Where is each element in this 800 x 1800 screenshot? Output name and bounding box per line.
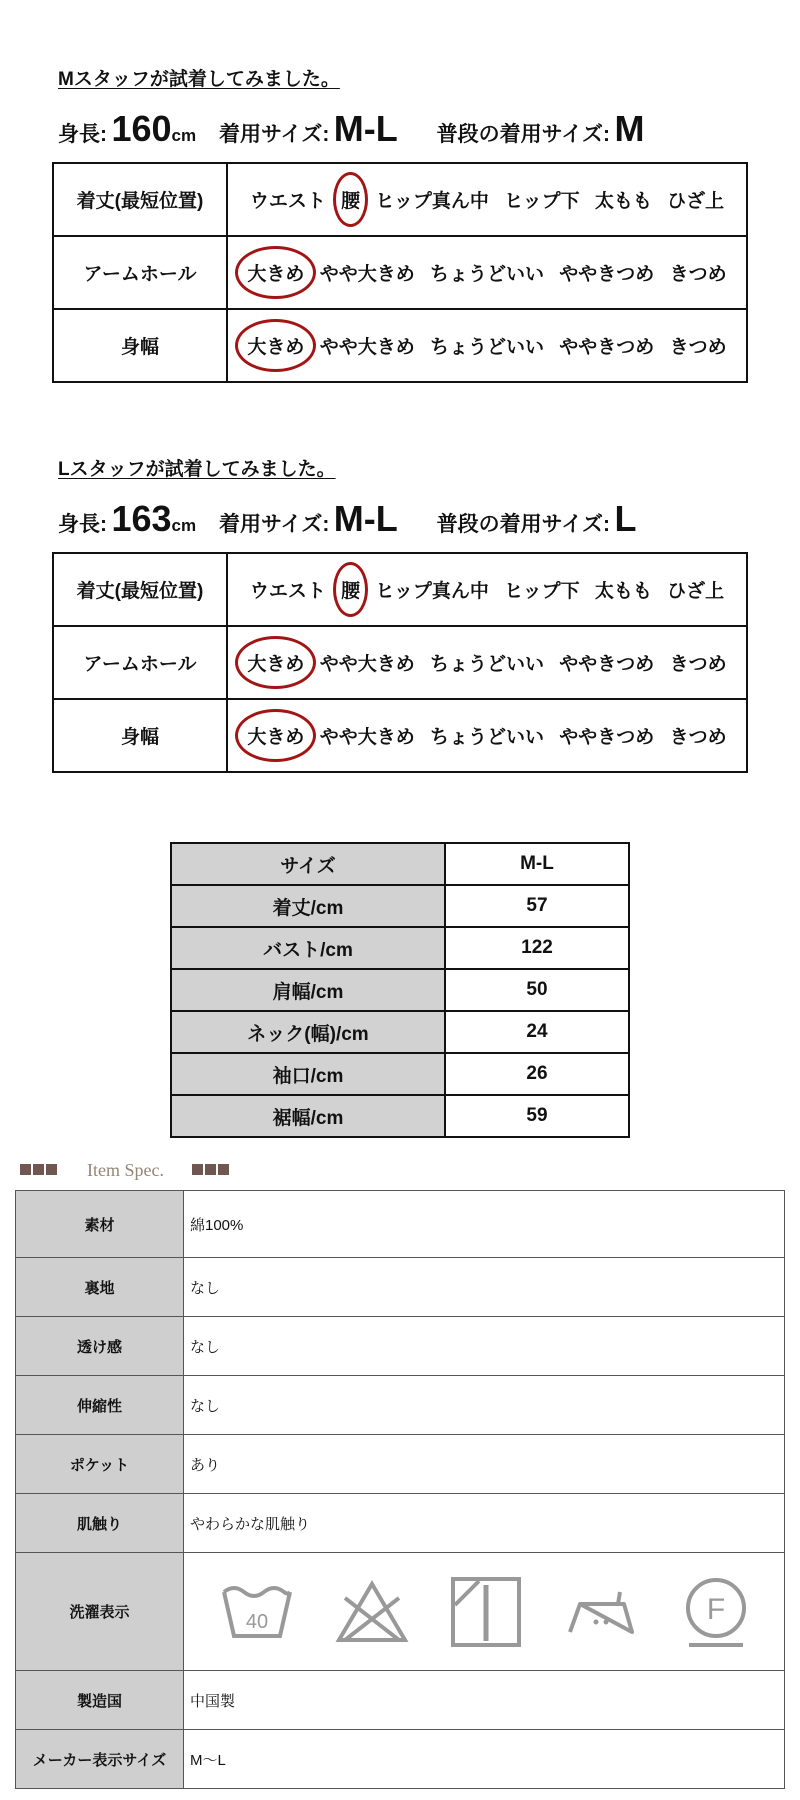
size-row-value: 24 (445, 1011, 629, 1053)
spec-value: あり (184, 1435, 785, 1494)
size-row-label: 肩幅/cm (171, 969, 445, 1011)
fit-option: ややきつめ (559, 654, 655, 675)
no-bleach-icon (335, 1580, 409, 1644)
spec-row (16, 1376, 785, 1435)
fit-option-selected: 大きめ (247, 332, 304, 359)
spec-row (16, 1671, 785, 1730)
wear-size-value: M-L (333, 108, 398, 149)
fit-row-label: 着丈(最短位置) (53, 553, 227, 626)
fit-option: きつめ (669, 654, 727, 675)
size-row-label: 裾幅/cm (171, 1095, 445, 1137)
fit-row-length (53, 553, 747, 626)
spec-row (16, 1258, 785, 1317)
fit-option-selected: 腰 (341, 186, 360, 213)
fit-option: ウエスト (249, 581, 326, 602)
fit-row-label: アームホール (53, 626, 227, 699)
item-spec-table (15, 1190, 785, 1789)
fit-option: 太もも (594, 191, 652, 212)
fit-table (52, 552, 748, 773)
spec-value: なし (184, 1258, 785, 1317)
fit-table (52, 162, 748, 383)
fit-option: ややきつめ (559, 337, 655, 358)
fit-row-armhole (53, 626, 747, 699)
care-symbols (184, 1553, 785, 1671)
fit-option: ちょうどいい (429, 654, 544, 675)
size-row-value: 59 (445, 1095, 629, 1137)
size-row-label: バスト/cm (171, 927, 445, 969)
spec-value: なし (184, 1317, 785, 1376)
fit-option: ちょうどいい (429, 337, 544, 358)
size-table-header (171, 843, 629, 885)
fit-row-label: 身幅 (53, 309, 227, 382)
fit-option-selected: 腰 (341, 576, 360, 603)
size-table (170, 842, 630, 1138)
size-row-label: ネック(幅)/cm (171, 1011, 445, 1053)
fit-option-selected: 大きめ (247, 259, 304, 286)
spec-row (16, 1494, 785, 1553)
fit-options (227, 626, 747, 699)
size-row (171, 927, 629, 969)
spec-label: 透け感 (16, 1317, 184, 1376)
spec-row (16, 1730, 785, 1789)
spec-row (16, 1435, 785, 1494)
usual-size-label: 普段の着用サイズ: (436, 513, 610, 536)
fit-option: ヒップ下 (504, 581, 580, 602)
height-unit: cm (171, 126, 197, 145)
fit-option: ややきつめ (559, 264, 655, 285)
spec-label: 素材 (16, 1191, 184, 1258)
fit-row-armhole (53, 236, 747, 309)
fit-row-length (53, 163, 747, 236)
size-row (171, 969, 629, 1011)
fit-option-selected: 大きめ (247, 649, 304, 676)
fit-row-width (53, 309, 747, 382)
size-row (171, 1095, 629, 1137)
staff-heading (58, 454, 360, 481)
fit-options (227, 309, 747, 382)
drip-dry-shade-icon (449, 1575, 523, 1649)
size-row-value: 57 (445, 885, 629, 927)
wear-size-label: 着用サイズ: (219, 513, 330, 536)
dryclean-letter: F (706, 1592, 725, 1626)
fit-option: 太もも (594, 581, 652, 602)
size-row-label: 着丈/cm (171, 885, 445, 927)
spec-value: M〜L (184, 1730, 785, 1789)
spec-label: 製造国 (16, 1671, 184, 1730)
fit-option-selected: 大きめ (247, 722, 304, 749)
item-spec-title (20, 1160, 231, 1181)
staff-heading (58, 64, 364, 91)
fit-option: きつめ (669, 337, 727, 358)
spec-row (16, 1191, 785, 1258)
fit-row-label: 身幅 (53, 699, 227, 772)
size-header-value: M-L (445, 843, 629, 885)
fit-option: ヒップ下 (504, 191, 580, 212)
fit-option: ウエスト (249, 191, 326, 212)
spec-value: 綿100% (184, 1191, 785, 1258)
height-value: 163 (111, 498, 172, 539)
fit-option: ちょうどいい (429, 264, 544, 285)
size-row (171, 1011, 629, 1053)
spec-row-care (16, 1553, 785, 1671)
fit-option: ひざ上 (667, 191, 725, 212)
size-header-label: サイズ (171, 843, 445, 885)
staff-stats (58, 498, 636, 540)
wash-40-icon (220, 1580, 294, 1644)
height-label: 身長: (58, 123, 107, 146)
wear-size-label: 着用サイズ: (219, 123, 330, 146)
fit-row-label: 着丈(最短位置) (53, 163, 227, 236)
spec-label: メーカー表示サイズ (16, 1730, 184, 1789)
fit-option: やや大きめ (319, 654, 415, 675)
fit-option: やや大きめ (319, 727, 415, 748)
title-ornament-right (192, 1160, 231, 1181)
iron-low-icon (564, 1582, 638, 1642)
spec-row (16, 1317, 785, 1376)
item-spec-title-text: Item Spec. (87, 1160, 164, 1180)
size-row-value: 26 (445, 1053, 629, 1095)
fit-option: ちょうどいい (429, 727, 544, 748)
fit-option: やや大きめ (319, 264, 415, 285)
size-row (171, 1053, 629, 1095)
title-ornament-left (20, 1160, 59, 1181)
usual-size-value: M (614, 108, 645, 149)
fit-option: やや大きめ (319, 337, 415, 358)
fit-option: きつめ (669, 264, 727, 285)
spec-value: なし (184, 1376, 785, 1435)
wash-temp: 40 (246, 1610, 269, 1633)
size-row-value: 50 (445, 969, 629, 1011)
height-label: 身長: (58, 513, 107, 536)
size-row-value: 122 (445, 927, 629, 969)
fit-options (227, 699, 747, 772)
staff-stats (58, 108, 644, 150)
height-unit: cm (171, 516, 197, 535)
spec-value: やわらかな肌触り (184, 1494, 785, 1553)
size-row-label: 袖口/cm (171, 1053, 445, 1095)
wear-size-value: M-L (333, 498, 398, 539)
height-value: 160 (111, 108, 172, 149)
fit-options (227, 163, 747, 236)
dry-clean-f-icon (679, 1575, 753, 1649)
usual-size-value: L (614, 498, 637, 539)
staff-heading-text: Mスタッフが試着してみました。 (58, 69, 340, 90)
spec-label: ポケット (16, 1435, 184, 1494)
usual-size-label: 普段の着用サイズ: (436, 123, 610, 146)
fit-option: ややきつめ (559, 727, 655, 748)
fit-option: ヒップ真ん中 (375, 191, 489, 212)
spec-label: 洗濯表示 (16, 1553, 184, 1671)
spec-label: 裏地 (16, 1258, 184, 1317)
spec-label: 肌触り (16, 1494, 184, 1553)
fit-option: ひざ上 (667, 581, 725, 602)
spec-label: 伸縮性 (16, 1376, 184, 1435)
fit-row-width (53, 699, 747, 772)
fit-options (227, 553, 747, 626)
size-row (171, 885, 629, 927)
fit-option: きつめ (669, 727, 727, 748)
fit-options (227, 236, 747, 309)
spec-value: 中国製 (184, 1671, 785, 1730)
fit-row-label: アームホール (53, 236, 227, 309)
staff-heading-text: Lスタッフが試着してみました。 (58, 459, 336, 480)
fit-option: ヒップ真ん中 (375, 581, 489, 602)
